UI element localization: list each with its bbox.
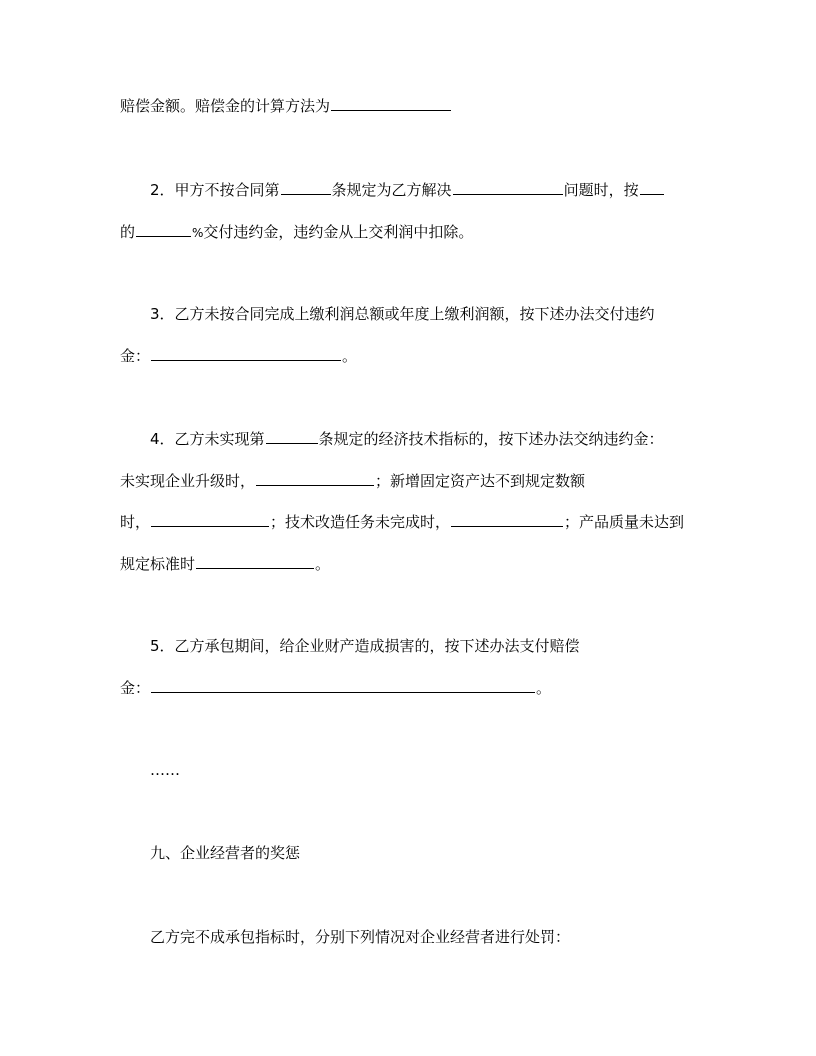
fill-blank bbox=[256, 484, 374, 486]
text: ；产品质量未达到 bbox=[564, 513, 685, 531]
clause-4-line-4 bbox=[120, 554, 700, 574]
text: 条规定为乙方解决 bbox=[331, 181, 452, 199]
text: 未实现企业升级时， bbox=[120, 472, 256, 490]
text: 金： bbox=[120, 679, 151, 697]
fill-blank bbox=[151, 691, 535, 693]
fill-blank bbox=[151, 359, 341, 361]
text: 5．乙方承包期间，给企业财产造成损害的，按下述办法支付赔偿 bbox=[150, 637, 580, 655]
text-line-last bbox=[150, 927, 730, 947]
text: 2．甲方不按合同第 bbox=[150, 181, 280, 199]
section-heading bbox=[150, 843, 730, 863]
text: 九、企业经营者的奖惩 bbox=[150, 844, 301, 862]
text: 规定标准时 bbox=[120, 555, 196, 573]
text-line-1 bbox=[120, 96, 700, 116]
fill-blank bbox=[281, 193, 331, 195]
fill-blank bbox=[196, 567, 314, 569]
fill-blank bbox=[151, 525, 269, 527]
clause-3-line-1 bbox=[150, 304, 730, 324]
text: ；新增固定资产达不到规定数额 bbox=[375, 472, 586, 490]
text: …… bbox=[150, 761, 180, 779]
percent-sign: % bbox=[192, 226, 204, 240]
fill-blank bbox=[266, 442, 318, 444]
text: 的 bbox=[120, 223, 136, 241]
clause-2-line-1 bbox=[150, 180, 730, 200]
clause-4-line-3 bbox=[120, 512, 700, 532]
fill-blank bbox=[451, 525, 563, 527]
clause-5-line-2 bbox=[120, 678, 700, 698]
text: 。 bbox=[342, 347, 358, 365]
text: 3．乙方未按合同完成上缴利润总额或年度上缴利润额，按下述办法交付违约 bbox=[150, 305, 655, 323]
fill-blank bbox=[136, 235, 191, 237]
text: 问题时，按 bbox=[563, 181, 639, 199]
text: 乙方完不成承包指标时，分别下列情况对企业经营者进行处罚： bbox=[150, 928, 571, 946]
clause-5-line-1 bbox=[150, 636, 730, 656]
text: 4．乙方未实现第 bbox=[150, 430, 265, 448]
text: ；技术改造任务未完成时， bbox=[270, 513, 451, 531]
text: 条规定的经济技术指标的，按下述办法交纳违约金： bbox=[318, 430, 664, 448]
text: 。 bbox=[315, 555, 331, 573]
clause-4-line-1 bbox=[150, 429, 730, 449]
fill-blank bbox=[640, 193, 664, 195]
clause-2-line-2 bbox=[120, 222, 700, 243]
text: 赔偿金额。赔偿金的计算方法为 bbox=[120, 97, 331, 115]
text: 交付违约金，违约金从上交利润中扣除。 bbox=[203, 223, 474, 241]
text: 时， bbox=[120, 513, 151, 531]
ellipsis bbox=[150, 760, 730, 780]
fill-blank bbox=[331, 109, 451, 111]
text: 。 bbox=[536, 679, 552, 697]
clause-4-line-2 bbox=[120, 471, 700, 491]
fill-blank bbox=[453, 193, 563, 195]
text: 金： bbox=[120, 347, 151, 365]
clause-3-line-2 bbox=[120, 346, 700, 366]
